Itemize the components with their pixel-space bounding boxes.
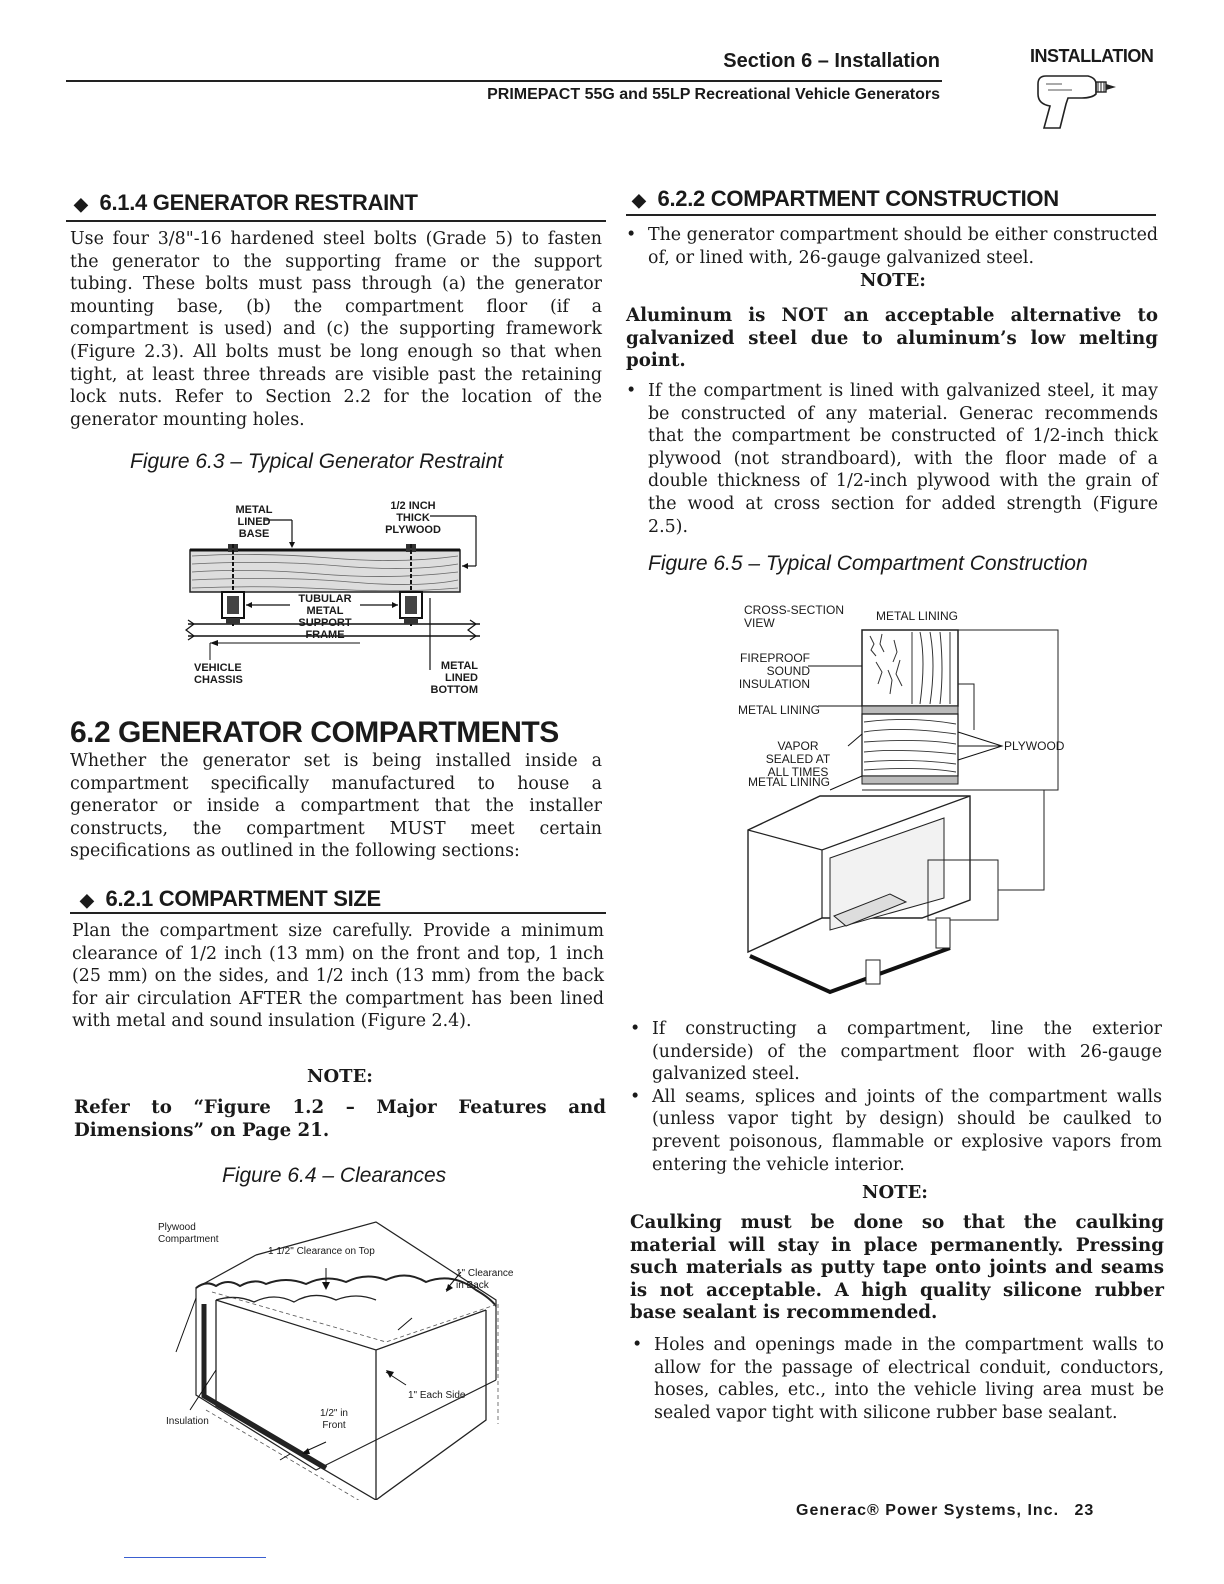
figure-6-3 bbox=[180, 500, 490, 700]
drill-icon bbox=[1032, 70, 1122, 134]
label-vehicle-chassis: VEHICLE CHASSIS bbox=[194, 662, 243, 686]
product-title: PRIMEPACT 55G and 55LP Recreational Vehicle Generators bbox=[487, 86, 940, 103]
heading-rule bbox=[70, 912, 606, 914]
bullet-list-2 bbox=[624, 380, 1158, 538]
label-each-side: 1" Each Side bbox=[408, 1390, 466, 1401]
figure-6-3-caption: Figure 6.3 – Typical Generator Restraint bbox=[130, 450, 504, 473]
bullet-list-3 bbox=[628, 1018, 1162, 1176]
list-item: • All seams, splices and joints of the compartment walls (unless vapor tight by design) should be caulked to prevent poisonous, flammable or explosive vapors from entering the vehicle interior. bbox=[628, 1086, 1162, 1176]
heading-rule bbox=[66, 220, 606, 222]
label-plywood: PLYWOOD bbox=[1004, 739, 1065, 753]
label-tubular-frame: TUBULAR METAL SUPPORT FRAME bbox=[298, 593, 352, 641]
label-cross-section: CROSS-SECTION VIEW bbox=[744, 603, 845, 630]
installation-badge: INSTALLATION bbox=[1030, 46, 1154, 66]
figure-6-5 bbox=[700, 600, 1070, 1000]
label-clearance-top: 1 1/2" Clearance on Top bbox=[268, 1246, 375, 1257]
footer-blue-line bbox=[124, 1557, 266, 1558]
figure-6-4-caption: Figure 6.4 – Clearances bbox=[222, 1164, 447, 1187]
note-label: NOTE: bbox=[862, 1182, 928, 1203]
list-item: • Holes and openings made in the compartment walls to allow for the passage of electrical conduit, conductors, hoses, cables, etc., into the vehicle living area must be sealed vapor tight with silicone rubber base sealant. bbox=[630, 1334, 1164, 1424]
label-clearance-back: 1" Clearance in Back bbox=[456, 1268, 514, 1291]
figure-6-4 bbox=[156, 1210, 526, 1500]
size-paragraph: Plan the compartment size carefully. Provide a minimum clearance of 1/2 inch (13 mm) on the front and top, 1 inch (25 mm) on the sides, and 1/2 inch (13 mm) from the back for air circulation AFTER the compartment has been lined with metal and sound insulation (Figure 2.4). bbox=[72, 921, 604, 1032]
figure-6-5-caption: Figure 6.5 – Typical Compartment Construction bbox=[648, 552, 1088, 575]
heading-6-2: 6.2 GENERATOR COMPARTMENTS bbox=[70, 716, 559, 749]
label-plywood-compartment: Plywood Compartment bbox=[158, 1222, 219, 1245]
section-title: Section 6 – Installation bbox=[723, 50, 940, 72]
label-metal-lined-base: METAL LINED BASE bbox=[235, 504, 273, 540]
bullet-list-1 bbox=[624, 224, 1158, 269]
heading-6-2-1: ◆ 6.2.1 COMPARTMENT SIZE bbox=[80, 886, 381, 911]
label-plywood: 1/2 INCH THICK PLYWOOD bbox=[385, 500, 441, 536]
note-label: NOTE: bbox=[860, 270, 926, 291]
label-metal-lining-bottom: METAL LINING bbox=[747, 775, 830, 789]
heading-6-2-2: ◆ 6.2.2 COMPARTMENT CONSTRUCTION bbox=[632, 186, 1059, 211]
list-item: • If constructing a compartment, line the exterior (underside) of the compartment floor with 26-gauge galvanized steel. bbox=[628, 1018, 1162, 1086]
diamond-bullet-icon: ◆ bbox=[632, 190, 646, 210]
footer bbox=[796, 1502, 1094, 1520]
note-text: Caulking must be done so that the caulking material will stay in place permanently. Pressing such materials as putty tape onto joints and seams is not acceptable. A high quality silicone rubber base sealant is recommended. bbox=[630, 1212, 1164, 1324]
header-rule bbox=[66, 80, 942, 82]
list-item: • The generator compartment should be either constructed of, or lined with, 26-gauge galvanized steel. bbox=[624, 224, 1158, 269]
restraint-paragraph: Use four 3/8"-16 hardened steel bolts (Grade 5) to fasten the generator to the supporting frame or the support tubing. These bolts must pass through (a) the generator mounting base, (b) the compartment floor (if a compartment is used) and (c) the supporting framework (Figure 2.3). All bolts must be long enough so that when tight, at least three threads are visible past the retaining lock nuts. Refer to Section 2.2 for the location of the generator mounting holes. bbox=[70, 229, 602, 430]
label-vapor-sealed: VAPOR SEALED AT ALL TIMES bbox=[765, 739, 831, 779]
heading-6-1-4: ◆ 6.1.4 GENERATOR RESTRAINT bbox=[74, 190, 418, 215]
label-insulation: Insulation bbox=[166, 1416, 209, 1427]
note-label: NOTE: bbox=[307, 1066, 373, 1087]
diamond-bullet-icon: ◆ bbox=[74, 194, 88, 214]
page-number: 23 bbox=[1074, 1502, 1095, 1519]
label-fireproof: FIREPROOF SOUND INSULATION bbox=[738, 651, 810, 691]
label-metal-lining-mid: METAL LINING bbox=[737, 703, 820, 717]
compartments-paragraph: Whether the generator set is being installed inside a compartment specifically manufactured to house a generator or inside a compartment that the installer constructs, the compartment MUST meet certain specifications as outlined in the following sections: bbox=[70, 751, 602, 862]
footer-company: Generac® Power Systems, Inc. bbox=[796, 1502, 1060, 1519]
note-text: Aluminum is NOT an acceptable alternative to galvanized steel due to aluminum’s low melting point. bbox=[626, 305, 1158, 372]
diamond-bullet-icon: ◆ bbox=[80, 890, 94, 910]
heading-rule bbox=[626, 214, 1156, 216]
note-text: Refer to “Figure 1.2 – Major Features and Dimensions” on Page 21. bbox=[74, 1097, 606, 1141]
list-item: • If the compartment is lined with galvanized steel, it may be constructed of any material. Generac recommends that the compartment be constructed of 1/2-inch thick plywood (not strandboard), with the floor made of a double thickness of 1/2-inch plywood with the grain of the wood at cross section for added strength (Figure 2.5). bbox=[624, 380, 1158, 538]
label-metal-lining-top: METAL LINING bbox=[876, 609, 959, 623]
bullet-list-4 bbox=[630, 1334, 1164, 1424]
label-in-front: 1/2" in Front bbox=[319, 1408, 348, 1431]
label-metal-lined-bottom: METAL LINED BOTTOM bbox=[430, 660, 478, 696]
